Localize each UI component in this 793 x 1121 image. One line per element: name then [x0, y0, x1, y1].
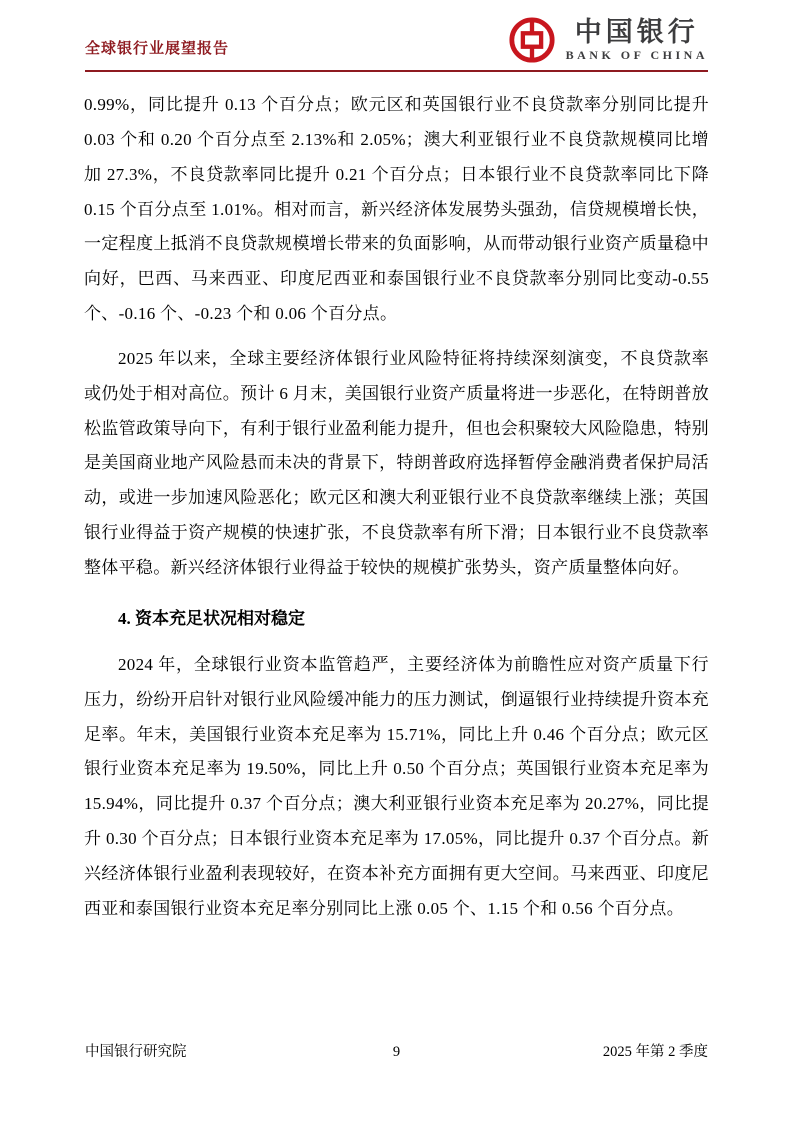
page-number: 9	[392, 1044, 401, 1060]
paragraph-capital-adequacy: 2024 年，全球银行业资本监管趋严，主要经济体为前瞻性应对资产质量下行压力，纷纷开启针对银行业风险缓冲能力的压力测试，倒逼银行业持续提升资本充足率。年末，美国银行业资本充足率为 15.71%，同比上升 0.46 个百分点；欧元区银行业资本充足率为 19.50%，同比上升 0.50 个百分点；英国银行业资本充足率为 15.94%，同比提升 0.37 个百分点；澳大利亚银行业资本充足率为 20.27%，同比提升 0.30 个百分点；日本银行业资本充足率为 17.05%，同比提升 0.37 个百分点。新兴经济体银行业盈利表现较好，在资本补充方面拥有更大空间。马来西亚、印度尼西亚和泰国银行业资本充足率分别同比上涨 0.05 个、1.15 个和 0.56 个百分点。	[84, 654, 709, 918]
section-heading-capital-adequacy: 4. 资本充足状况相对稳定	[118, 608, 305, 628]
bank-of-china-logo	[508, 16, 708, 64]
logo-english-name: BANK OF CHINA	[565, 48, 708, 63]
page-header	[0, 0, 793, 70]
page-footer	[85, 1040, 708, 1061]
logo-wordmark	[566, 18, 708, 63]
document-body	[0, 72, 793, 927]
report-title: 全球银行业展望报告	[85, 41, 230, 57]
logo-chinese-name: 中国银行	[574, 16, 699, 47]
paragraph-npl-continuation: 0.99%，同比提升 0.13 个百分点；欧元区和英国银行业不良贷款率分别同比提升 0.03 个和 0.20 个百分点至 2.13%和 2.05%；澳大利亚银行业不良贷款规模同比增加 27.3%，不良贷款率同比提升 0.21 个百分点；日本银行业不良贷款率同比下降 0.15 个百分点至 1.01%。相对而言，新兴经济体发展势头强劲，信贷规模增长快，一定程度上抵消不良贷款规模增长带来的负面影响，从而带动银行业资产质量稳中向好，巴西、马来西亚、印度尼西亚和泰国银行业不良贷款率分别同比变动-0.55 个、-0.16 个、-0.23 个和 0.06 个百分点。	[84, 95, 709, 324]
footer-issue: 2025 年第 2 季度	[602, 1044, 709, 1060]
footer-institute: 中国银行研究院	[85, 1044, 187, 1060]
paragraph-2025-outlook: 2025 年以来，全球主要经济体银行业风险特征将持续深刻演变，不良贷款率或仍处于相对高位。预计 6 月末，美国银行业资产质量将进一步恶化，在特朗普放松监管政策导向下，有利于银行业盈利能力提升，但也会积聚较大风险隐患，特别是美国商业地产风险悬而未决的背景下，特朗普政府选择暂停金融消费者保护局活动，或进一步加速风险恶化；欧元区和澳大利亚银行业不良贷款率继续上涨；英国银行业得益于资产规模的快速扩张，不良贷款率有所下滑；日本银行业不良贷款率整体平稳。新兴经济体银行业得益于较快的规模扩张势头，资产质量整体向好。	[84, 348, 709, 577]
boc-emblem-icon	[508, 16, 556, 64]
